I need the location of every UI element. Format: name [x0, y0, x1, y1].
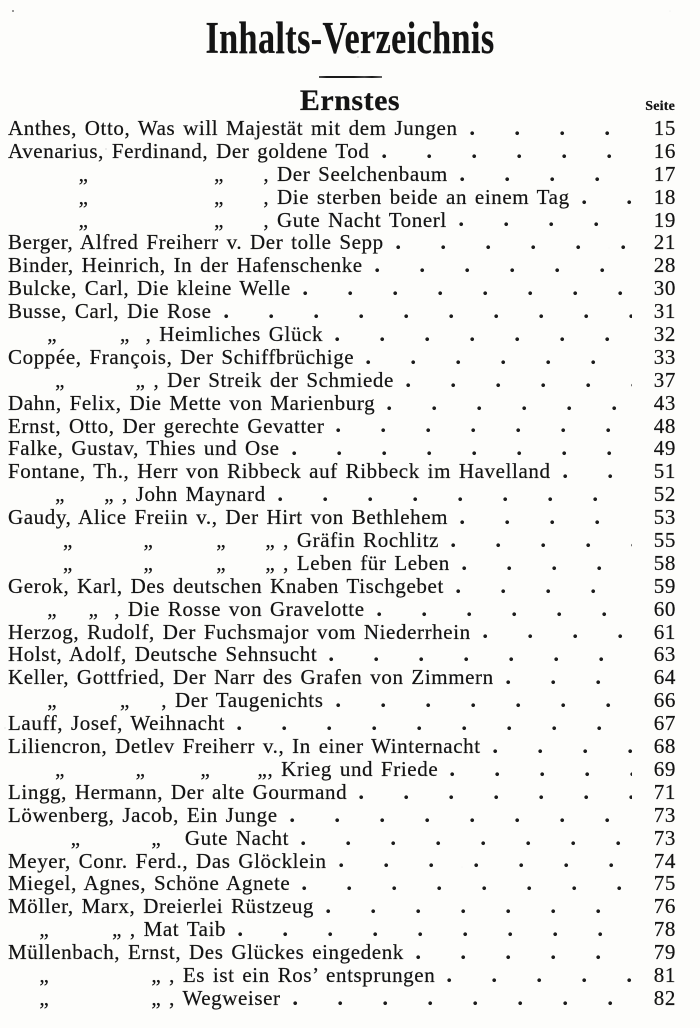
dot-leader [451, 543, 632, 548]
toc-entry-page-number: 60 [653, 596, 676, 621]
toc-entry-text: „ „ , Der Seelchenbaum [8, 161, 448, 186]
toc-entry-text: „ „ , Es ist ein Ros’ entsprungen [8, 962, 436, 987]
toc-entry-row [8, 872, 676, 895]
toc-entry-page-number: 68 [653, 734, 676, 759]
toc-entry-page-number: 58 [653, 550, 676, 575]
toc-entry-text: Löwenberg, Jacob, Ein Junge [8, 802, 278, 827]
dot-leader [366, 360, 632, 365]
toc-entry-text: Anthes, Otto, Was will Majestät mit dem Jungen [8, 116, 458, 140]
toc-entry-page-number: 71 [653, 779, 676, 804]
toc-entry-row [8, 850, 676, 873]
toc-entry-text: Avenarius, Ferdinand, Der goldene Tod [8, 138, 370, 163]
toc-entry-page-number: 66 [653, 688, 676, 713]
toc-entry-text: Falke, Gustav, Thies und Ose [8, 436, 280, 461]
dot-leader [292, 451, 632, 456]
toc-entry-page-number: 61 [653, 619, 676, 644]
dot-leader [460, 520, 632, 525]
toc-entry-row [8, 827, 676, 850]
toc-entry-row [8, 186, 676, 209]
toc-entry-row [8, 460, 676, 483]
dot-leader [450, 772, 632, 777]
toc-entry-text: Meyer, Conr. Ferd., Das Glöcklein [8, 848, 327, 873]
toc-entry-text: „ „ , Wegweiser [8, 985, 281, 1010]
toc-entry-row [8, 643, 676, 666]
dot-leader [339, 863, 632, 868]
dot-leader [278, 497, 632, 502]
toc-entry-text: Bulcke, Carl, Die kleine Welle [8, 276, 291, 301]
page-title: Inhalts-Verzeichnis [205, 13, 495, 63]
toc-entry-text: „ „ , Der Taugenichts [8, 688, 324, 713]
toc-entry-row [8, 712, 676, 735]
dot-leader [406, 383, 632, 388]
toc-entry-row [8, 392, 676, 415]
toc-entry-text: „ „ „ „ , Gräfin Rochlitz [8, 528, 440, 553]
toc-entry-page-number: 51 [653, 459, 676, 484]
toc-entry-row [8, 689, 676, 712]
toc-entry-row [8, 506, 676, 529]
toc-entry-row [8, 140, 676, 163]
toc-entry-row [8, 781, 676, 804]
toc-entry-row [8, 895, 676, 918]
toc-entry-row [8, 666, 676, 689]
dot-leader [563, 474, 632, 479]
toc-entry-text: Ernst, Otto, Der gerechte Gevatter [8, 413, 325, 438]
toc-entry-text: „ „ , Mat Taib [8, 917, 227, 942]
toc-entry-text: Holst, Adolf, Deutsche Sehnsucht [8, 642, 318, 667]
toc-entry-page-number: 33 [653, 344, 676, 369]
toc-entry-text: „ „ , Heimliches Glück [8, 322, 324, 347]
dot-leader [582, 200, 632, 205]
toc-entry-row [8, 117, 676, 140]
toc-entry-row [8, 598, 676, 621]
toc-entry-page-number: 73 [653, 825, 676, 850]
dot-leader [396, 245, 632, 250]
toc-entry-page-number: 43 [653, 390, 676, 415]
toc-entry-row [8, 231, 676, 254]
toc-entry-page-number: 81 [653, 962, 676, 987]
toc-entry-page-number: 30 [653, 276, 676, 301]
toc-entry-text: Keller, Gottfried, Der Narr des Grafen von Zimmern [8, 665, 494, 690]
dot-leader [460, 177, 632, 182]
dot-leader [447, 978, 632, 983]
toc-entry-text: „ „ Gute Nacht [8, 825, 290, 850]
title-divider-rule [319, 76, 382, 78]
toc-entry-text: „ „ , Der Streik der Schmiede [8, 367, 394, 392]
toc-entry-text: Busse, Carl, Die Rose [8, 299, 212, 324]
dot-leader [493, 749, 632, 754]
toc-entry-text: Berger, Alfred Freiherr v. Der tolle Sepp [8, 230, 384, 255]
dot-leader [456, 589, 632, 594]
toc-entry-page-number: 31 [653, 299, 676, 324]
page-column-label: Seite [645, 99, 675, 114]
toc-entry-row [8, 964, 676, 987]
toc-entry-row [8, 346, 676, 369]
dot-leader [459, 222, 632, 227]
toc-entry-page-number: 37 [653, 367, 676, 392]
toc-entry-row [8, 277, 676, 300]
toc-entry-text: Coppée, François, Der Schiffbrüchige [8, 344, 355, 369]
toc-entry-page-number: 55 [653, 528, 676, 553]
toc-entry-page-number: 63 [653, 642, 676, 667]
toc-entry-page-number: 21 [653, 230, 676, 255]
dot-leader [375, 268, 632, 273]
toc-entry-text: Gerok, Karl, Des deutschen Knaben Tischgebet [8, 573, 444, 598]
toc-entry-row [8, 941, 676, 964]
toc-entry-page-number: 19 [653, 207, 676, 232]
toc-entry-row [8, 758, 676, 781]
toc-entry-row [8, 323, 676, 346]
toc-entry-row [8, 575, 676, 598]
toc-entry-page-number: 48 [653, 413, 676, 438]
toc-entry-text: Gaudy, Alice Freiin v., Der Hirt von Bethlehem [8, 505, 449, 530]
section-heading: Ernstes [299, 84, 401, 117]
toc-entry-page-number: 67 [653, 711, 676, 736]
toc-entry-page-number: 18 [653, 184, 676, 209]
dot-leader [237, 726, 632, 731]
toc-entry-page-number: 32 [653, 322, 676, 347]
dot-leader [377, 612, 632, 617]
toc-entry-page-number: 75 [653, 871, 676, 896]
dot-leader [506, 680, 632, 685]
toc-entry-text: Lauff, Josef, Weihnacht [8, 711, 226, 736]
toc-entry-row [8, 300, 676, 323]
toc-entry-page-number: 15 [653, 116, 676, 140]
toc-entry-row [8, 987, 676, 1010]
toc-entry-row [8, 918, 676, 941]
dot-leader [335, 337, 632, 342]
toc-entry-page-number: 73 [653, 802, 676, 827]
dot-leader [293, 1001, 632, 1006]
toc-entry-row [8, 369, 676, 392]
toc-entry-row [8, 483, 676, 506]
dot-leader [470, 131, 632, 136]
toc-entry-text: „ „ , Die Rosse von Gravelotte [8, 596, 365, 621]
toc-entry-page-number: 59 [653, 573, 676, 598]
dot-leader [329, 657, 632, 662]
toc-entry-page-number: 16 [653, 138, 676, 163]
toc-entry-text: Binder, Heinrich, In der Hafenschenke [8, 253, 363, 278]
toc-entry-text: „ „ , Die sterben beide an einem Tag [8, 184, 570, 209]
dot-leader [238, 932, 632, 937]
toc-entry-page-number: 17 [653, 161, 676, 186]
toc-entry-text: Herzog, Rudolf, Der Fuchsmajor vom Niederrhein [8, 619, 471, 644]
toc-entry-text: Möller, Marx, Dreierlei Rüstzeug [8, 894, 315, 919]
toc-entry-page-number: 28 [653, 253, 676, 278]
toc-entry-page-number: 64 [653, 665, 676, 690]
toc-entry-row [8, 209, 676, 232]
toc-entry-text: „ „ , Gute Nacht Tonerl [8, 207, 447, 232]
dot-leader [483, 634, 632, 639]
dot-leader [224, 314, 633, 319]
toc-list [8, 117, 676, 1010]
toc-entry-text: Dahn, Felix, Die Mette von Marienburg [8, 390, 376, 415]
toc-entry-row [8, 621, 676, 644]
dot-leader [302, 886, 632, 891]
dot-leader [462, 566, 632, 571]
toc-entry-page-number: 53 [653, 505, 676, 530]
toc-entry-page-number: 49 [653, 436, 676, 461]
toc-entry-text: „ „ „ „ , Leben für Leben [8, 550, 450, 575]
toc-entry-row [8, 552, 676, 575]
toc-entry-text: Miegel, Agnes, Schöne Agnete [8, 871, 291, 896]
dot-leader [301, 841, 632, 846]
toc-entry-row [8, 254, 676, 277]
dot-leader [387, 406, 632, 411]
toc-entry-page-number: 74 [653, 848, 676, 873]
dot-leader [290, 818, 632, 823]
toc-entry-row [8, 163, 676, 186]
toc-entry-page-number: 69 [653, 756, 676, 781]
toc-entry-text: „ „ , John Maynard [8, 482, 266, 507]
toc-entry-text: „ „ „ „, Krieg und Friede [8, 756, 439, 781]
dot-leader [359, 795, 632, 800]
dot-leader [303, 291, 632, 296]
toc-entry-page-number: 76 [653, 894, 676, 919]
toc-entry-row [8, 529, 676, 552]
toc-entry-row [8, 437, 676, 460]
dot-leader [326, 909, 632, 914]
dot-leader [416, 955, 632, 960]
dot-leader [336, 428, 632, 433]
toc-entry-page-number: 52 [653, 482, 676, 507]
toc-entry-page-number: 82 [653, 985, 676, 1010]
toc-entry-text: Müllenbach, Ernst, Des Glückes eingedenk [8, 940, 404, 965]
toc-entry-page-number: 79 [653, 940, 676, 965]
toc-entry-row [8, 735, 676, 758]
dot-leader [382, 154, 632, 159]
toc-entry-text: Fontane, Th., Herr von Ribbeck auf Ribbeck im Havelland [8, 459, 551, 484]
toc-entry-text: Lingg, Hermann, Der alte Gourmand [8, 779, 348, 804]
toc-entry-page-number: 78 [653, 917, 676, 942]
dot-leader [336, 703, 632, 708]
toc-entry-row [8, 804, 676, 827]
toc-entry-row [8, 415, 676, 438]
toc-entry-text: Liliencron, Detlev Freiherr v., In einer Winternacht [8, 734, 481, 759]
